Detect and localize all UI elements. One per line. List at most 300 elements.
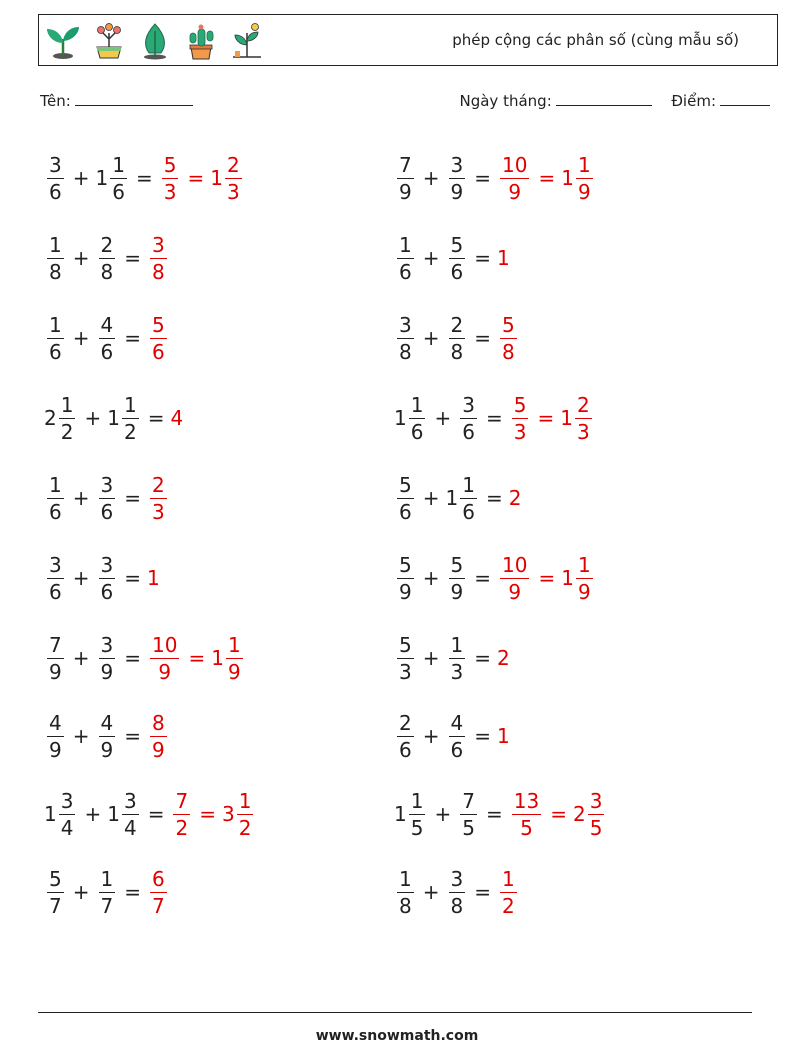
denominator: 9 bbox=[399, 579, 412, 604]
numerator: 1 bbox=[410, 788, 424, 813]
problem-2-2 bbox=[394, 222, 509, 294]
addend-a-fraction bbox=[47, 710, 64, 763]
plus-sign: + bbox=[422, 566, 440, 590]
answer-part-whole: 1 bbox=[560, 406, 573, 430]
footer-divider bbox=[38, 1012, 752, 1013]
addend-b-fraction bbox=[449, 552, 466, 605]
answer bbox=[147, 866, 170, 919]
answer bbox=[497, 312, 520, 365]
answer-part-whole: 3 bbox=[221, 802, 235, 826]
denominator: 8 bbox=[502, 339, 515, 364]
addend-b-fraction bbox=[460, 392, 477, 445]
problem-6-2 bbox=[394, 542, 596, 614]
addend-b-fraction bbox=[449, 632, 466, 685]
addend-a-fraction bbox=[47, 552, 64, 605]
equals-sign: = bbox=[135, 166, 153, 190]
denominator: 9 bbox=[399, 179, 412, 204]
equals-sign: = bbox=[124, 646, 141, 670]
numerator: 4 bbox=[100, 312, 114, 337]
denominator: 7 bbox=[100, 893, 114, 918]
denominator: 8 bbox=[399, 339, 412, 364]
answer bbox=[497, 152, 596, 205]
plus-sign: + bbox=[72, 566, 90, 590]
problem-5-1 bbox=[44, 462, 170, 534]
addend-a-fraction bbox=[397, 152, 414, 205]
denominator: 6 bbox=[410, 419, 424, 444]
numerator: 1 bbox=[410, 392, 424, 417]
answer bbox=[170, 788, 256, 841]
equals-sign: = bbox=[474, 646, 491, 670]
answer bbox=[170, 406, 182, 430]
answer-equals-sign: = bbox=[187, 166, 205, 190]
denominator: 9 bbox=[152, 737, 165, 762]
plus-sign: + bbox=[422, 166, 440, 190]
problem-4-2 bbox=[394, 382, 595, 454]
numerator: 3 bbox=[399, 312, 412, 337]
addend-b-whole: 1 bbox=[95, 166, 109, 190]
plus-sign: + bbox=[422, 646, 440, 670]
addend-b-fraction bbox=[449, 152, 466, 205]
numerator: 2 bbox=[226, 152, 240, 177]
plus-sign: + bbox=[434, 802, 452, 826]
equals-sign: = bbox=[474, 246, 491, 270]
score-blank[interactable] bbox=[720, 104, 770, 106]
numerator: 10 bbox=[502, 152, 528, 177]
denominator: 9 bbox=[49, 737, 62, 762]
plus-sign: + bbox=[72, 486, 90, 510]
addend-a-fraction bbox=[47, 866, 64, 919]
problem-1-2 bbox=[394, 142, 596, 214]
answer bbox=[497, 646, 509, 670]
numerator: 5 bbox=[152, 312, 165, 337]
equals-sign: = bbox=[124, 326, 141, 350]
name-blank[interactable] bbox=[75, 104, 193, 106]
answer-part-fraction bbox=[150, 710, 167, 763]
answer bbox=[509, 392, 595, 445]
answer bbox=[147, 632, 246, 685]
numerator: 2 bbox=[399, 710, 412, 735]
denominator: 7 bbox=[152, 893, 165, 918]
denominator: 2 bbox=[123, 419, 137, 444]
answer-equals-sign: = bbox=[538, 566, 556, 590]
denominator: 6 bbox=[49, 579, 62, 604]
answer bbox=[497, 552, 596, 605]
denominator: 8 bbox=[450, 339, 464, 364]
problem-8-1 bbox=[44, 700, 170, 772]
numerator: 3 bbox=[100, 632, 114, 657]
denominator: 3 bbox=[513, 419, 527, 444]
denominator: 2 bbox=[175, 815, 189, 840]
plus-sign: + bbox=[422, 246, 440, 270]
denominator: 6 bbox=[450, 259, 464, 284]
denominator: 6 bbox=[462, 499, 475, 524]
answer-part-fraction bbox=[512, 392, 529, 445]
addend-a-whole: 1 bbox=[394, 802, 407, 826]
equals-sign: = bbox=[124, 486, 141, 510]
addend-b-whole: 1 bbox=[445, 486, 459, 510]
equals-sign: = bbox=[485, 406, 503, 430]
answer bbox=[497, 866, 520, 919]
numerator: 7 bbox=[462, 788, 475, 813]
problem-3-2 bbox=[394, 302, 520, 374]
answer bbox=[497, 246, 509, 270]
answer-part-fraction bbox=[500, 552, 529, 605]
date-label: Ngày tháng: bbox=[459, 92, 552, 110]
denominator: 5 bbox=[410, 815, 424, 840]
numerator: 1 bbox=[577, 152, 591, 177]
equals-sign: = bbox=[474, 326, 491, 350]
problem-10-2 bbox=[394, 856, 520, 928]
numerator: 1 bbox=[49, 232, 62, 257]
answer-part-whole: 2 bbox=[572, 802, 586, 826]
worksheet-title: phép cộng các phân số (cùng mẫu số) bbox=[452, 31, 739, 49]
problem-2-1 bbox=[44, 222, 170, 294]
numerator: 7 bbox=[175, 788, 189, 813]
problem-7-1 bbox=[44, 622, 246, 694]
denominator: 6 bbox=[100, 339, 114, 364]
addend-b-fraction bbox=[122, 788, 139, 841]
denominator: 8 bbox=[49, 259, 62, 284]
denominator: 8 bbox=[399, 893, 412, 918]
numerator: 5 bbox=[399, 472, 412, 497]
answer bbox=[509, 788, 608, 841]
sprout-icon bbox=[43, 21, 83, 61]
numerator: 1 bbox=[60, 392, 74, 417]
plus-sign: + bbox=[72, 724, 90, 748]
numerator: 5 bbox=[450, 232, 464, 257]
numerator: 1 bbox=[100, 866, 114, 891]
plus-sign: + bbox=[422, 724, 440, 748]
numerator: 1 bbox=[123, 392, 137, 417]
numerator: 1 bbox=[462, 472, 475, 497]
denominator: 9 bbox=[100, 737, 114, 762]
date-score-fields bbox=[460, 92, 771, 110]
numerator: 5 bbox=[513, 392, 527, 417]
equals-sign: = bbox=[474, 166, 491, 190]
denominator: 6 bbox=[100, 579, 114, 604]
denominator: 6 bbox=[152, 339, 165, 364]
denominator: 6 bbox=[450, 737, 464, 762]
answer-part-fraction bbox=[576, 152, 593, 205]
problem-1-1 bbox=[44, 142, 245, 214]
answer-part-fraction bbox=[150, 632, 179, 685]
numerator: 3 bbox=[450, 866, 464, 891]
numerator: 5 bbox=[399, 552, 412, 577]
addend-a-fraction bbox=[47, 312, 64, 365]
addend-b-fraction bbox=[449, 232, 466, 285]
numerator: 3 bbox=[100, 472, 114, 497]
numerator: 2 bbox=[152, 472, 165, 497]
addend-a-fraction bbox=[397, 472, 414, 525]
addend-b-fraction bbox=[99, 312, 116, 365]
addend-a-fraction bbox=[397, 312, 414, 365]
numerator: 4 bbox=[100, 710, 114, 735]
addend-b-fraction bbox=[110, 152, 127, 205]
plus-sign: + bbox=[72, 646, 90, 670]
numerator: 13 bbox=[513, 788, 540, 813]
addend-b-whole: 1 bbox=[107, 406, 120, 430]
tree-icon bbox=[135, 21, 175, 61]
answer-part-fraction bbox=[225, 152, 242, 205]
equals-sign: = bbox=[147, 802, 165, 826]
addend-a-fraction bbox=[397, 632, 414, 685]
plus-sign: + bbox=[422, 486, 440, 510]
answer-equals-sign: = bbox=[550, 802, 567, 826]
score-label: Điểm: bbox=[671, 92, 716, 110]
equals-sign: = bbox=[147, 406, 165, 430]
equals-sign: = bbox=[485, 802, 503, 826]
footer-url: www.snowmath.com bbox=[315, 1028, 479, 1044]
numerator: 3 bbox=[152, 232, 165, 257]
addend-b-fraction bbox=[99, 866, 116, 919]
denominator: 4 bbox=[123, 815, 137, 840]
numerator: 3 bbox=[49, 152, 62, 177]
addend-b-fraction bbox=[99, 710, 116, 763]
problem-10-1 bbox=[44, 856, 170, 928]
numerator: 3 bbox=[123, 788, 137, 813]
answer bbox=[147, 312, 170, 365]
denominator: 9 bbox=[49, 659, 62, 684]
addend-b-fraction bbox=[460, 472, 477, 525]
denominator: 8 bbox=[152, 259, 165, 284]
denominator: 6 bbox=[399, 499, 412, 524]
answer-part-whole: 2 bbox=[497, 646, 510, 670]
numerator: 1 bbox=[227, 632, 241, 657]
flower-pot-icon bbox=[89, 21, 129, 61]
denominator: 6 bbox=[49, 339, 62, 364]
addend-a-fraction bbox=[59, 392, 76, 445]
addend-a-fraction bbox=[397, 232, 414, 285]
denominator: 9 bbox=[577, 179, 591, 204]
problem-4-1 bbox=[44, 382, 182, 454]
equals-sign: = bbox=[124, 566, 141, 590]
denominator: 9 bbox=[450, 179, 464, 204]
answer-part-whole: 1 bbox=[497, 724, 510, 748]
problem-5-2 bbox=[394, 462, 520, 534]
plus-sign: + bbox=[72, 326, 90, 350]
addend-b-fraction bbox=[99, 472, 116, 525]
answer-part-fraction bbox=[576, 552, 593, 605]
numerator: 3 bbox=[60, 788, 74, 813]
addend-a-fraction bbox=[409, 788, 426, 841]
numerator: 3 bbox=[462, 392, 475, 417]
numerator: 1 bbox=[49, 472, 62, 497]
worksheet-header bbox=[38, 14, 778, 66]
numerator: 1 bbox=[112, 152, 125, 177]
equals-sign: = bbox=[474, 880, 491, 904]
answer-equals-sign: = bbox=[537, 406, 555, 430]
plus-sign: + bbox=[422, 880, 440, 904]
denominator: 2 bbox=[238, 815, 252, 840]
plus-sign: + bbox=[422, 326, 440, 350]
addend-a-fraction bbox=[397, 710, 414, 763]
denominator: 5 bbox=[520, 815, 533, 840]
denominator: 3 bbox=[450, 659, 464, 684]
cactus-icon bbox=[181, 21, 221, 61]
denominator: 9 bbox=[450, 579, 464, 604]
numerator: 2 bbox=[100, 232, 114, 257]
problem-9-2 bbox=[394, 778, 607, 850]
problem-7-2 bbox=[394, 622, 509, 694]
addend-a-whole: 1 bbox=[44, 802, 57, 826]
addend-a-whole: 1 bbox=[394, 406, 407, 430]
answer-part-fraction bbox=[150, 312, 167, 365]
equals-sign: = bbox=[124, 246, 141, 270]
numerator: 1 bbox=[238, 788, 252, 813]
header-icons bbox=[43, 21, 267, 61]
denominator: 9 bbox=[508, 179, 522, 204]
problem-8-2 bbox=[394, 700, 509, 772]
numerator: 8 bbox=[152, 710, 165, 735]
answer-equals-sign: = bbox=[199, 802, 216, 826]
answer-part-fraction bbox=[150, 232, 167, 285]
answer-part-fraction bbox=[500, 866, 517, 919]
numerator: 1 bbox=[502, 866, 515, 891]
denominator: 6 bbox=[49, 499, 62, 524]
denominator: 6 bbox=[49, 179, 62, 204]
denominator: 6 bbox=[399, 737, 412, 762]
equals-sign: = bbox=[474, 724, 491, 748]
answer-part-whole: 1 bbox=[147, 566, 160, 590]
addend-a-fraction bbox=[409, 392, 426, 445]
equals-sign: = bbox=[124, 724, 141, 748]
numerator: 1 bbox=[399, 866, 412, 891]
numerator: 4 bbox=[49, 710, 62, 735]
numerator: 1 bbox=[577, 552, 591, 577]
answer-part-fraction bbox=[226, 632, 243, 685]
answer-equals-sign: = bbox=[188, 646, 206, 670]
answer-part-fraction bbox=[512, 788, 541, 841]
date-blank[interactable] bbox=[556, 104, 652, 106]
numerator: 4 bbox=[450, 710, 464, 735]
answer-part-whole: 1 bbox=[561, 566, 574, 590]
answer-part-whole: 2 bbox=[508, 486, 522, 510]
addend-a-fraction bbox=[59, 788, 76, 841]
numerator: 2 bbox=[450, 312, 464, 337]
denominator: 3 bbox=[163, 179, 177, 204]
answer-part-whole: 1 bbox=[561, 166, 574, 190]
problem-6-1 bbox=[44, 542, 159, 614]
numerator: 3 bbox=[450, 152, 464, 177]
name-label: Tên: bbox=[40, 92, 71, 110]
addend-a-fraction bbox=[47, 152, 64, 205]
plus-sign: + bbox=[84, 802, 102, 826]
denominator: 6 bbox=[462, 419, 475, 444]
denominator: 8 bbox=[450, 893, 464, 918]
answer-part-fraction bbox=[588, 788, 605, 841]
denominator: 6 bbox=[399, 259, 412, 284]
numerator: 7 bbox=[49, 632, 62, 657]
answer-part-fraction bbox=[150, 866, 167, 919]
denominator: 6 bbox=[100, 499, 114, 524]
addend-b-fraction bbox=[449, 710, 466, 763]
denominator: 7 bbox=[49, 893, 62, 918]
numerator: 10 bbox=[152, 632, 178, 657]
answer-part-fraction bbox=[237, 788, 254, 841]
addend-b-fraction bbox=[449, 312, 466, 365]
numerator: 1 bbox=[450, 632, 464, 657]
numerator: 6 bbox=[152, 866, 165, 891]
denominator: 3 bbox=[399, 659, 412, 684]
answer bbox=[147, 232, 170, 285]
equals-sign: = bbox=[474, 566, 491, 590]
numerator: 5 bbox=[163, 152, 177, 177]
name-field bbox=[40, 92, 193, 110]
denominator: 9 bbox=[100, 659, 114, 684]
numerator: 1 bbox=[399, 232, 412, 257]
answer bbox=[147, 472, 170, 525]
answer-part-whole: 1 bbox=[497, 246, 510, 270]
numerator: 5 bbox=[502, 312, 515, 337]
addend-b-fraction bbox=[122, 392, 139, 445]
numerator: 10 bbox=[502, 552, 528, 577]
answer-part-fraction bbox=[500, 152, 529, 205]
addend-b-fraction bbox=[99, 552, 116, 605]
addend-a-fraction bbox=[47, 632, 64, 685]
answer-part-whole: 1 bbox=[210, 166, 223, 190]
addend-b-whole: 1 bbox=[107, 802, 120, 826]
denominator: 9 bbox=[158, 659, 172, 684]
answer bbox=[147, 710, 170, 763]
denominator: 2 bbox=[502, 893, 515, 918]
answer bbox=[497, 724, 509, 748]
denominator: 4 bbox=[60, 815, 74, 840]
denominator: 2 bbox=[60, 419, 74, 444]
equals-sign: = bbox=[485, 486, 503, 510]
equals-sign: = bbox=[124, 880, 141, 904]
numerator: 7 bbox=[399, 152, 412, 177]
answer bbox=[159, 152, 245, 205]
addend-a-fraction bbox=[397, 552, 414, 605]
plant-sprout-icon bbox=[227, 21, 267, 61]
answer-part-whole: 4 bbox=[170, 406, 184, 430]
plus-sign: + bbox=[72, 246, 90, 270]
numerator: 5 bbox=[450, 552, 464, 577]
addend-a-fraction bbox=[397, 866, 414, 919]
answer-part-fraction bbox=[162, 152, 179, 205]
answer-part-fraction bbox=[575, 392, 592, 445]
plus-sign: + bbox=[72, 166, 90, 190]
answer-part-whole: 1 bbox=[211, 646, 224, 670]
answer-part-fraction bbox=[500, 312, 517, 365]
answer bbox=[509, 486, 521, 510]
plus-sign: + bbox=[434, 406, 452, 430]
denominator: 5 bbox=[589, 815, 603, 840]
addend-b-fraction bbox=[99, 632, 116, 685]
denominator: 5 bbox=[462, 815, 475, 840]
denominator: 9 bbox=[577, 579, 591, 604]
numerator: 5 bbox=[399, 632, 412, 657]
denominator: 3 bbox=[226, 179, 240, 204]
numerator: 2 bbox=[576, 392, 590, 417]
denominator: 9 bbox=[227, 659, 241, 684]
denominator: 8 bbox=[100, 259, 114, 284]
numerator: 3 bbox=[49, 552, 62, 577]
plus-sign: + bbox=[84, 406, 102, 430]
problem-3-1 bbox=[44, 302, 170, 374]
addend-a-whole: 2 bbox=[44, 406, 57, 430]
answer bbox=[147, 566, 159, 590]
numerator: 1 bbox=[49, 312, 62, 337]
problem-9-1 bbox=[44, 778, 256, 850]
addend-a-fraction bbox=[47, 472, 64, 525]
plus-sign: + bbox=[72, 880, 90, 904]
denominator: 6 bbox=[112, 179, 125, 204]
denominator: 3 bbox=[576, 419, 590, 444]
addend-a-fraction bbox=[47, 232, 64, 285]
denominator: 9 bbox=[508, 579, 522, 604]
answer-part-fraction bbox=[150, 472, 167, 525]
